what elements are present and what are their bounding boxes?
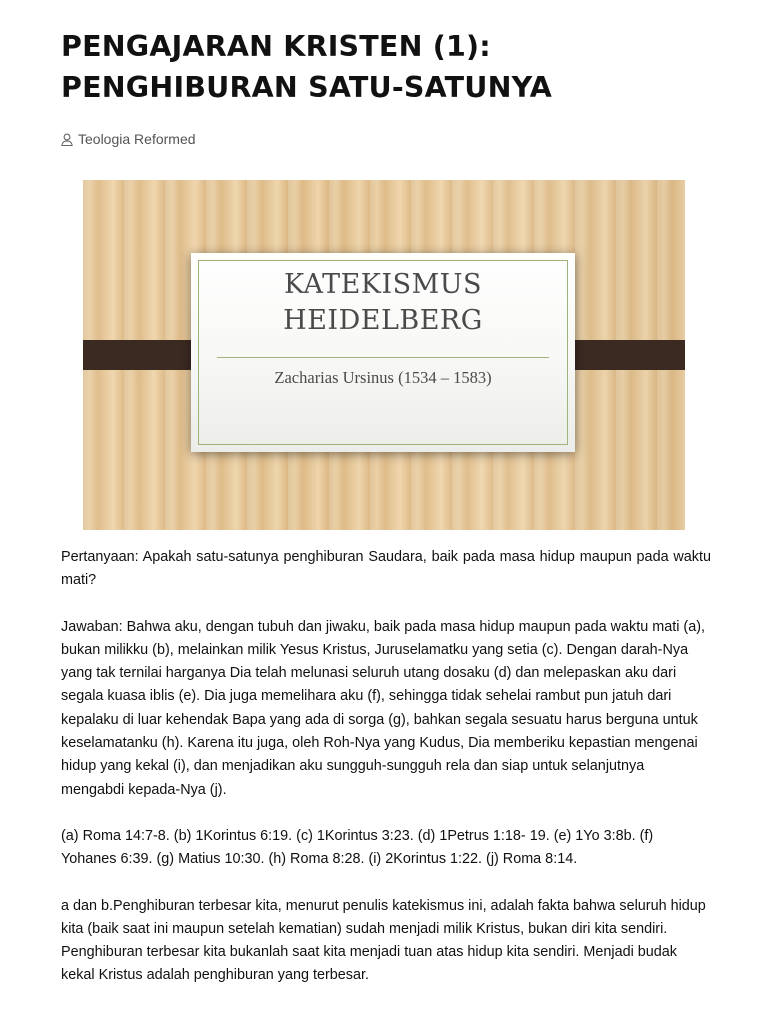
article-title <box>61 26 721 108</box>
article-title-line-1: PENGAJARAN KRISTEN (1): <box>61 30 491 63</box>
featured-image <box>83 180 685 530</box>
user-icon <box>61 133 73 146</box>
decorative-band-right <box>562 340 685 370</box>
card-divider <box>217 357 549 358</box>
author-link[interactable] <box>61 129 196 149</box>
answer-paragraph: Jawaban: Bahwa aku, dengan tubuh dan jiwaku, baik pada masa hidup maupun pada waktu mati (a), bukan milikku (b), melainkan milik Yesus Kristus, Juruselamatku yang setia (c). Dengan darah-Nya yang tak ternilai harganya Dia telah melunasi seluruh utang dosaku (d) dan melepaskan aku dari segala kuasa iblis (e). Dia juga memelihara aku (f), sehingga tidak sehelai rambut pun jatuh dari kepalaku di luar kehendak Bapa yang ada di sorga (g), bahkan segala sesuatu harus berguna untuk keselamatanku (h). Karena itu juga, oleh Roh-Nya yang Kudus, Dia memberiku kepastian mengenai hidup yang kekal (i), dan menjadikan aku sungguh-sungguh rela dan siap untuk selanjutnya mengabdi kepada-Nya (j). <box>61 618 706 798</box>
decorative-band-left <box>83 340 208 370</box>
card-title <box>191 267 575 339</box>
question-paragraph: Pertanyaan: Apakah satu-satunya penghiburan Saudara, baik pada masa hidup maupun pada waktu mati? <box>61 549 711 589</box>
card-title-line-1: KATEKISMUS <box>283 269 483 300</box>
card-subtitle: Zacharias Ursinus (1534 – 1583) <box>274 368 492 387</box>
references-paragraph: (a) Roma 14:7-8. (b) 1Korintus 6:19. (c) 1Korintus 3:23. (d) 1Petrus 1:18- 19. (e) 1Yo 3:8b. (f) Yohanes 6:39. (g) Matius 10:30. (h) Roma 8:28. (i) 2Korintus 1:22. (j) Roma 8:14. <box>61 827 654 868</box>
commentary-paragraph: a dan b.Penghiburan terbesar kita, menurut penulis katekismus ini, adalah fakta bahwa seluruh hidup kita (baik saat ini maupun setelah kematian) sudah menjadi milik Kristus, bukan diri kita sendiri. Penghiburan terbesar kita bukanlah saat kita menjadi tuan atas hidup kita sendiri. Menjadi budak kekal Kristus adalah penghiburan yang terbesar. <box>61 897 706 984</box>
author-name: Teologia Reformed <box>78 131 196 147</box>
article-body <box>61 546 711 1011</box>
article-title-line-2: PENGHIBURAN SATU-SATUNYA <box>61 71 553 104</box>
card-title-line-2: HEIDELBERG <box>283 305 483 336</box>
title-card <box>191 253 575 452</box>
